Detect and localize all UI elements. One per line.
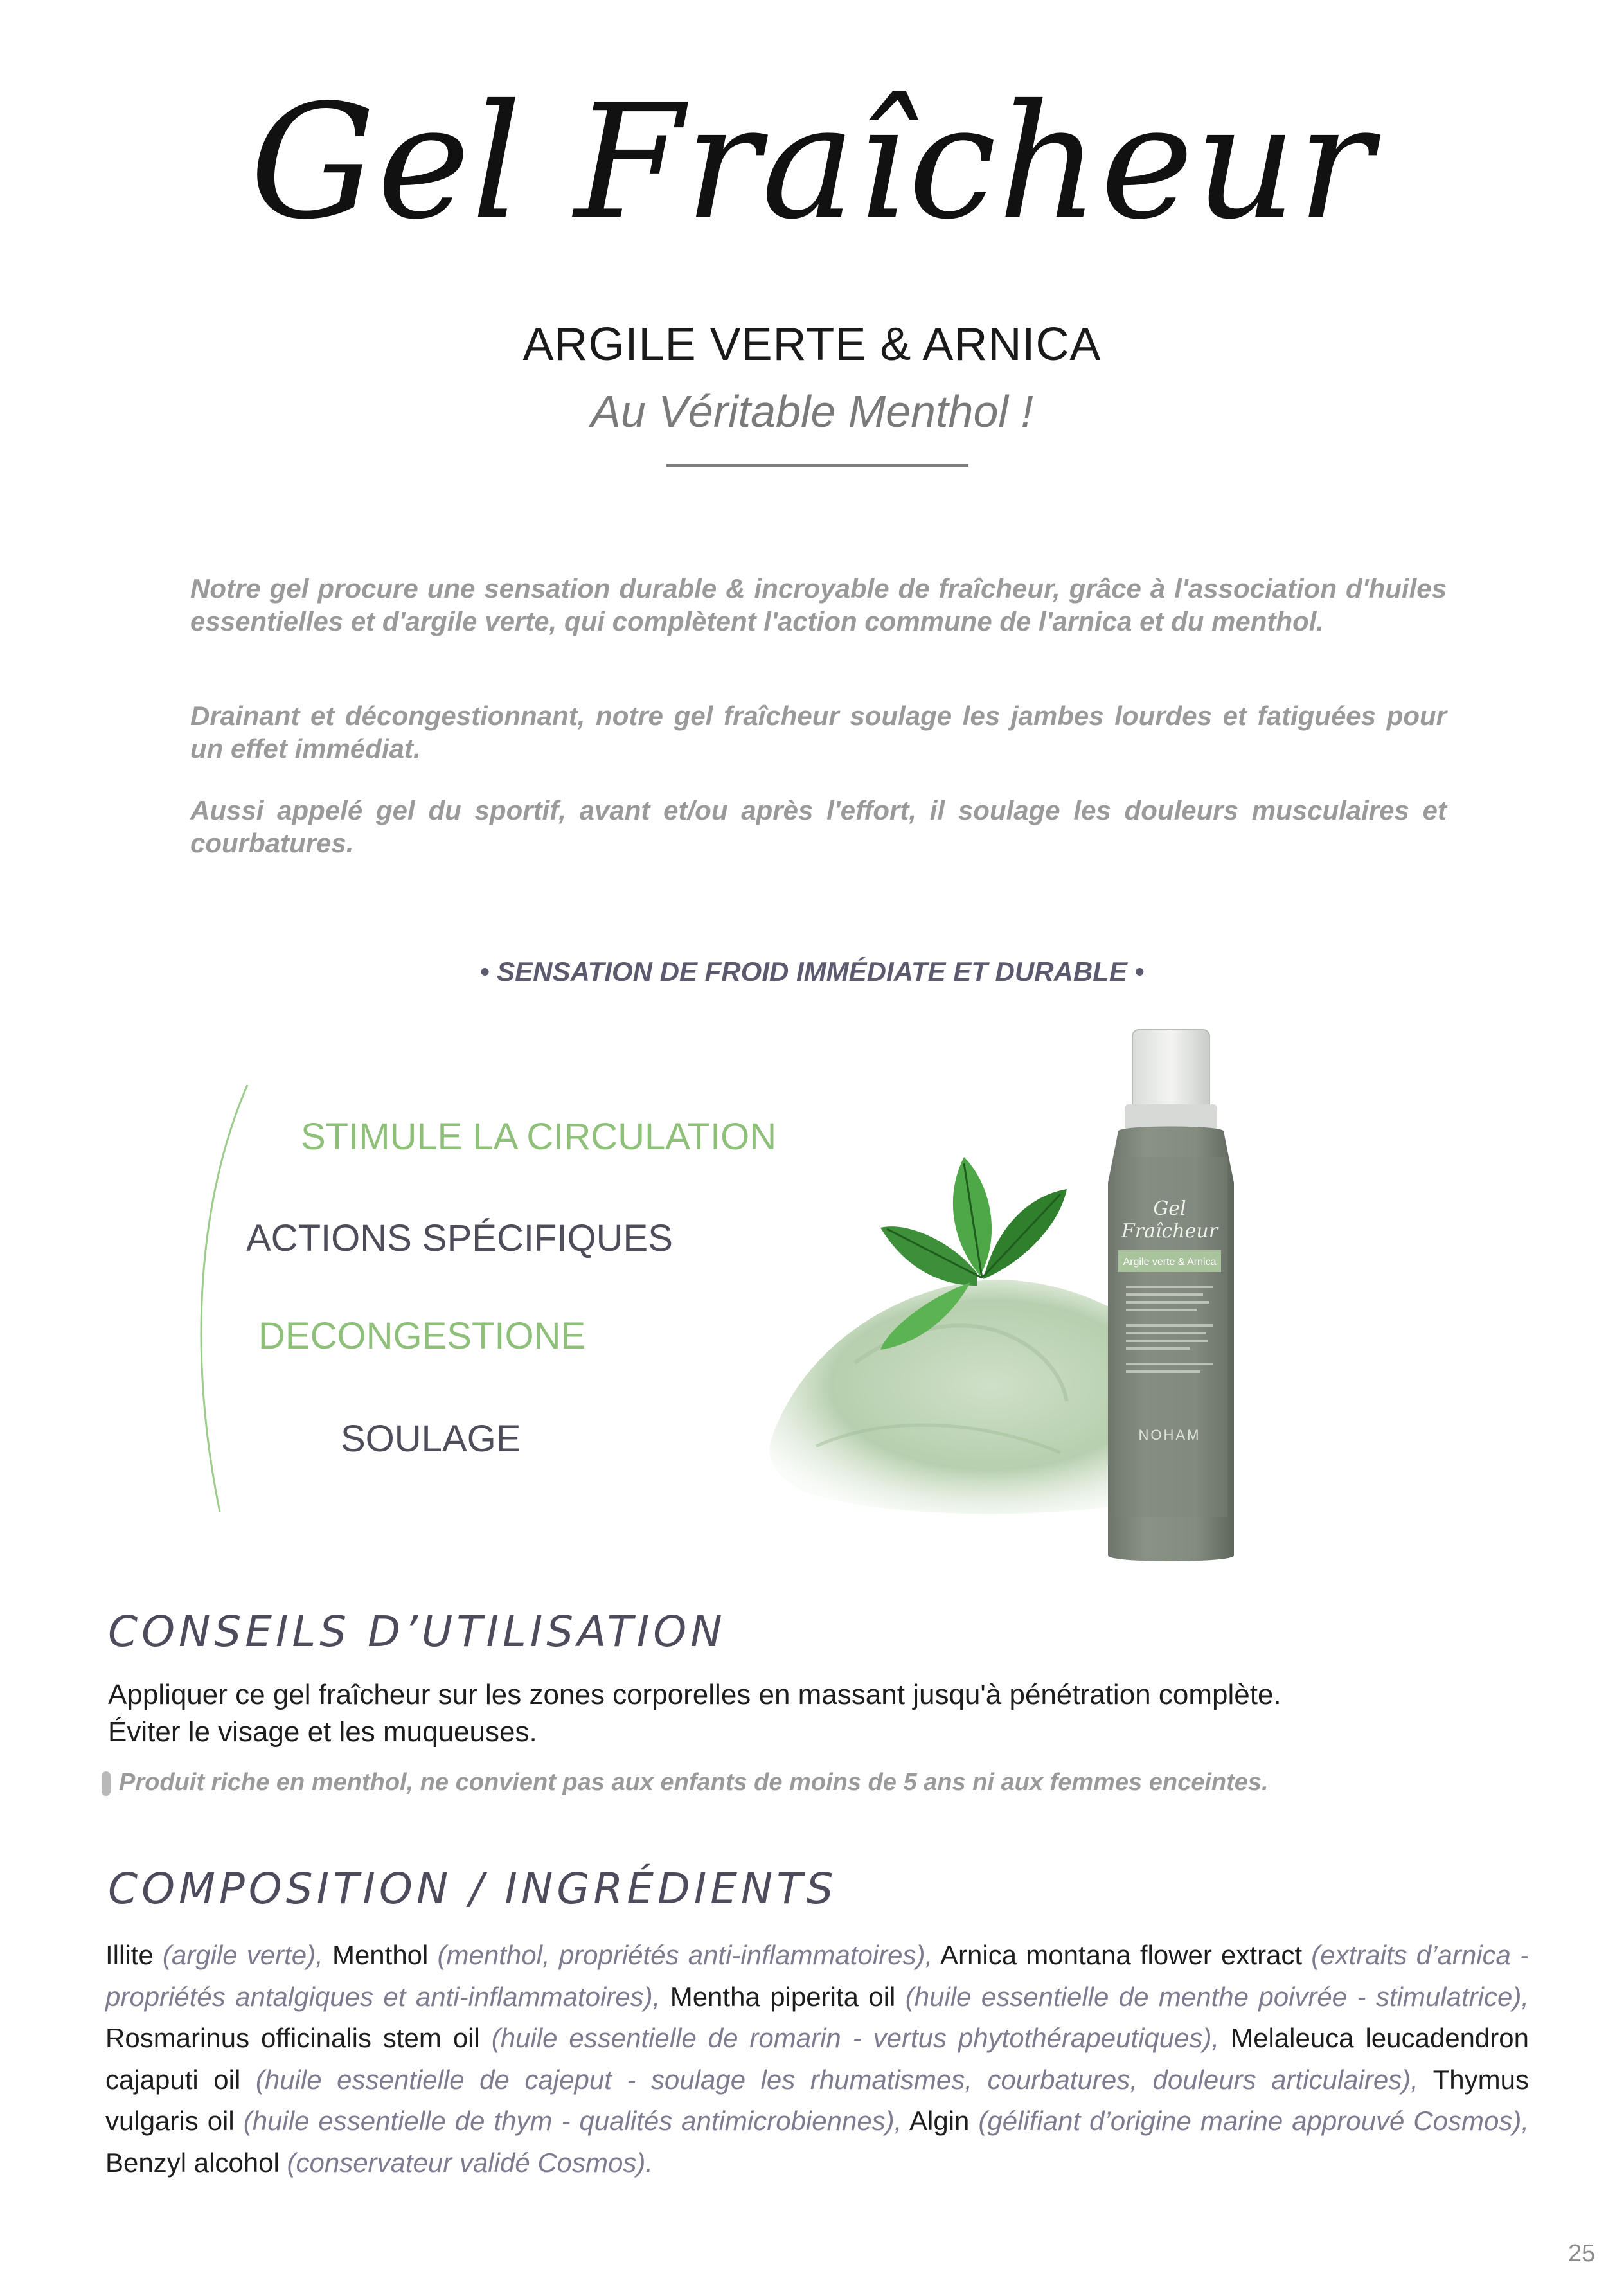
decorative-arc — [180, 1080, 257, 1517]
usage-instruction: Éviter le visage et les muqueuses. — [108, 1716, 537, 1748]
composition-heading: COMPOSITION / INGRÉDIENTS — [108, 1864, 837, 1913]
usage-instruction: Appliquer ce gel fraîcheur sur les zones corporelles en massant jusqu'à pénétration complète. — [108, 1679, 1281, 1710]
benefit-item: SOULAGE — [341, 1418, 521, 1460]
product-subtitle: ARGILE VERTE & ARNICA — [522, 319, 1102, 370]
benefit-item: STIMULE LA CIRCULATION — [301, 1116, 777, 1158]
ingredient-name: Algin — [909, 2106, 970, 2136]
warning-marker — [102, 1771, 111, 1796]
ingredient-note: (extraits d’arnica - propriétés antalgiques et anti-inflammatoires), — [105, 1940, 1530, 2012]
intro-paragraph: Aussi appelé gel du sportif, avant et/ou après l'effort, il soulage les douleurs musculaires et courbatures. — [190, 795, 1447, 858]
ingredient-note: (huile essentielle de romarin - vertus phytothérapeutiques), — [491, 2023, 1220, 2053]
product-image — [758, 1028, 1311, 1568]
product-tagline: Au Véritable Menthol ! — [591, 386, 1033, 436]
ingredient-note: (argile verte), — [162, 1940, 323, 1970]
intro-paragraph: Drainant et décongestionnant, notre gel fraîcheur soulage les jambes lourdes et fatiguées pour un effet immédiat. — [190, 701, 1447, 764]
usage-warning: Produit riche en menthol, ne convient pas aux enfants de moins de 5 ans ni aux femmes enceintes. — [119, 1769, 1269, 1796]
ingredient-name: Thymus vulgaris oil — [105, 2064, 1529, 2136]
ingredient-note: (huile essentielle de menthe poivrée - stimulatrice), — [905, 1981, 1529, 2012]
ingredient-name: Arnica montana flower extract — [940, 1940, 1303, 1970]
highlight-banner: • SENSATION DE FROID IMMÉDIATE ET DURABLE • — [479, 956, 1145, 987]
title-divider — [666, 464, 968, 467]
ingredient-note: (conservateur validé Cosmos). — [287, 2147, 654, 2178]
bottle-label-variant: Argile verte & Arnica — [1123, 1257, 1217, 1268]
ingredient-list — [105, 1935, 1529, 2183]
ingredient-name: Rosmarinus officinalis stem oil — [105, 2023, 480, 2053]
ingredient-note: (huile essentielle de cajeput - soulage les rhumatismes, courbatures, douleurs articulaires), — [255, 2064, 1418, 2095]
ingredient-note: (menthol, propriétés anti-inflammatoires), — [437, 1940, 933, 1970]
page-title: Gel Fraîcheur — [249, 71, 1375, 254]
intro-paragraph: Notre gel procure une sensation durable & incroyable de fraîcheur, grâce à l'association d'huiles essentielles et d'argile verte, qui complètent l'action commune de l'arnica et du menthol. — [190, 573, 1447, 636]
benefit-item: DECONGESTIONE — [258, 1315, 586, 1357]
bottle-label-name: Gel — [1153, 1197, 1186, 1220]
usage-heading: CONSEILS D’UTILISATION — [108, 1607, 726, 1656]
bottle-label-name: Fraîcheur — [1121, 1220, 1218, 1242]
page-number: 25 — [1568, 2240, 1596, 2267]
bottle-brand: NOHAM — [1138, 1427, 1201, 1443]
ingredient-note: (huile essentielle de thym - qualités antimicrobiennes), — [243, 2106, 902, 2136]
product-bottle — [1108, 1030, 1234, 1561]
ingredient-name: Illite — [105, 1940, 154, 1970]
ingredient-name: Menthol — [332, 1940, 429, 1970]
ingredient-name: Mentha piperita oil — [670, 1981, 896, 2012]
ingredient-name: Benzyl alcohol — [105, 2147, 280, 2178]
ingredient-name: Melaleuca leucadendron cajaputi oil — [105, 2023, 1529, 2095]
benefit-item: ACTIONS SPÉCIFIQUES — [246, 1217, 673, 1259]
ingredient-note: (gélifiant d’origine marine approuvé Cosmos), — [978, 2106, 1529, 2136]
